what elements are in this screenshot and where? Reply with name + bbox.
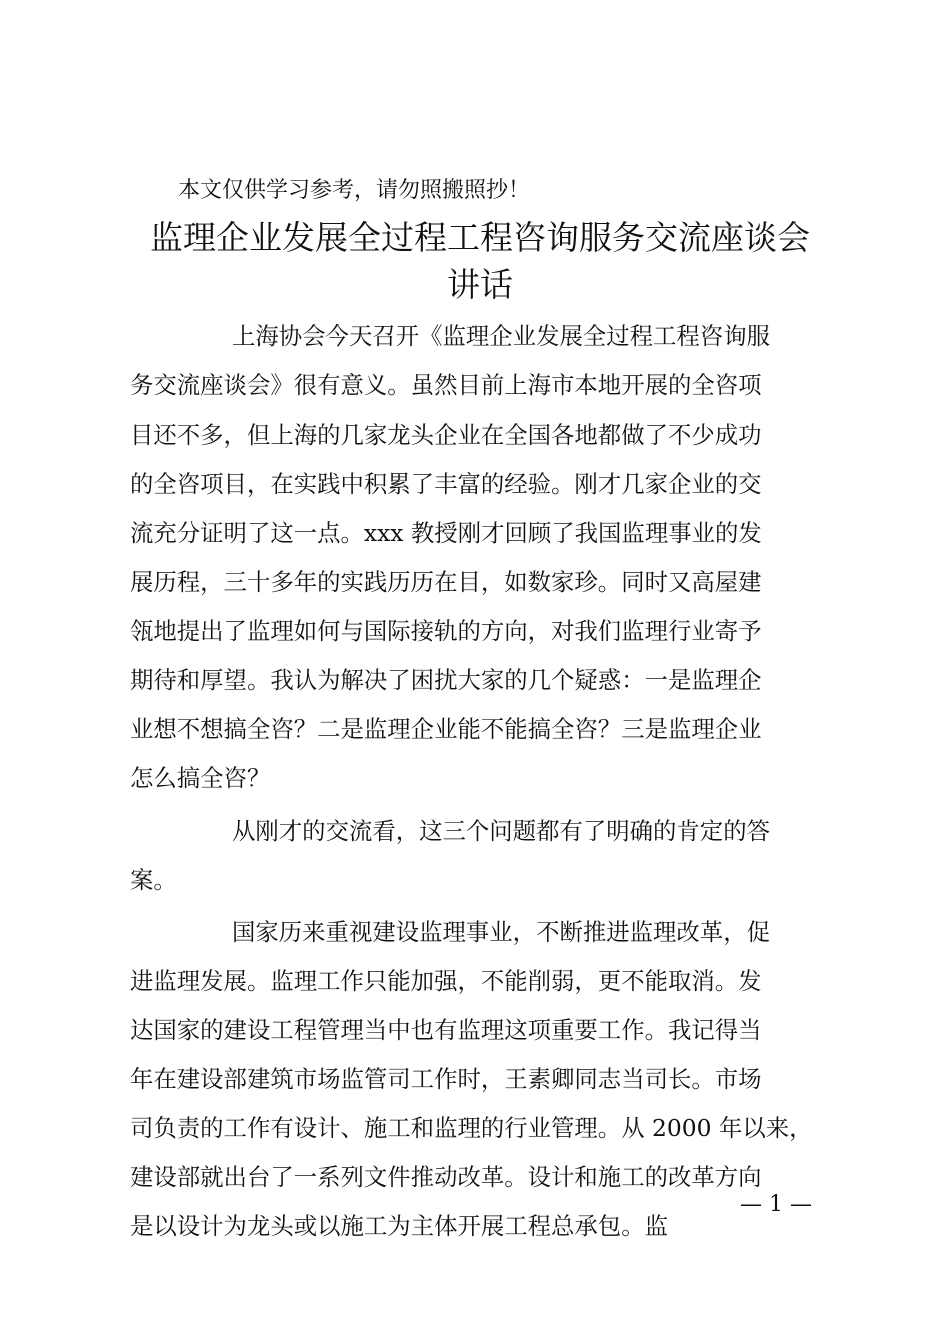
paragraph-3-line-3: 达国家的建设工程管理当中也有监理这项重要工作。我记得当 xyxy=(130,1016,762,1044)
paragraph-3-line-7: 是以设计为龙头或以施工为主体开展工程总承包。监 xyxy=(130,1212,668,1240)
paragraph-3-line-5: 司负责的工作有设计、施工和监理的行业管理。从 2000 年以来， xyxy=(130,1114,813,1142)
paragraph-1-line-7: 瓴地提出了监理如何与国际接轨的方向，对我们监理行业寄予 xyxy=(130,617,762,645)
paragraph-1-line-5: 流充分证明了这一点。xxx 教授刚才回顾了我国监理事业的发 xyxy=(130,519,762,547)
paragraph-2-line-1: 从刚才的交流看，这三个问题都有了明确的肯定的答 xyxy=(232,817,770,845)
page-number: — 1 — xyxy=(740,1192,812,1217)
paragraph-1-line-3: 目还不多，但上海的几家龙头企业在全国各地都做了不少成功 xyxy=(130,421,762,449)
paragraph-2-line-2: 案。 xyxy=(130,866,177,894)
paragraph-1-line-8: 期待和厚望。我认为解决了困扰大家的几个疑惑：一是监理企 xyxy=(130,666,762,694)
paragraph-3-line-6: 建设部就出台了一系列文件推动改革。设计和施工的改革方向 xyxy=(130,1163,762,1191)
document-title-line-2: 讲话 xyxy=(447,265,513,304)
paragraph-3-line-2: 进监理发展。监理工作只能加强，不能削弱，更不能取消。发 xyxy=(130,967,762,995)
paragraph-1-line-4: 的全咨项目，在实践中积累了丰富的经验。刚才几家企业的交 xyxy=(130,470,762,498)
paragraph-1-line-2: 务交流座谈会》很有意义。虽然目前上海市本地开展的全咨项 xyxy=(130,371,762,399)
paragraph-1-line-10: 怎么搞全咨？ xyxy=(130,764,271,792)
paragraph-1-line-9: 业想不想搞全咨？二是监理企业能不能搞全咨？三是监理企业 xyxy=(130,715,762,743)
paragraph-3-line-1: 国家历来重视建设监理事业，不断推进监理改革，促 xyxy=(232,918,770,946)
paragraph-3-line-4: 年在建设部建筑市场监管司工作时，王素卿同志当司长。市场 xyxy=(130,1065,762,1093)
paragraph-1-line-6: 展历程，三十多年的实践历历在目，如数家珍。同时又高屋建 xyxy=(130,568,762,596)
document-title-line-1: 监理企业发展全过程工程咨询服务交流座谈会 xyxy=(150,218,810,257)
disclaimer-notice: 本文仅供学习参考，请勿照搬照抄！ xyxy=(178,178,531,203)
paragraph-1-line-1: 上海协会今天召开《监理企业发展全过程工程咨询服 xyxy=(232,322,770,350)
